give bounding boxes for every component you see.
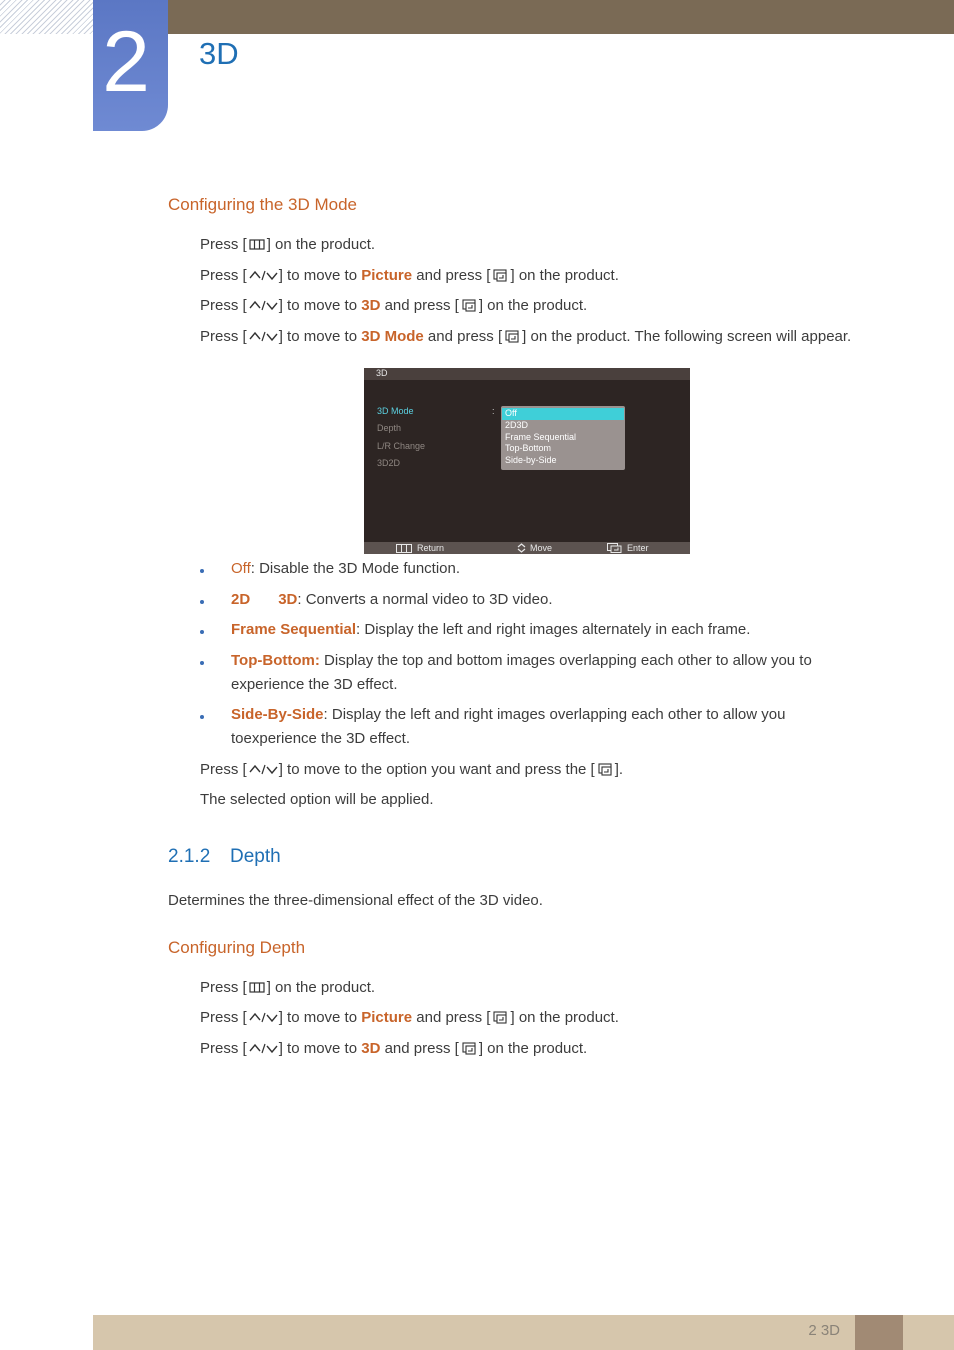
osd-option-frame-sequential[interactable]: Frame Sequential bbox=[505, 432, 577, 442]
bullet-marker bbox=[200, 715, 204, 719]
section-heading-depth: 2.1.2 Depth bbox=[168, 846, 281, 867]
bullet-top-bottom: Top-Bottom: Display the top and bottom images overlapping each other to allow you to experience the 3D effect. bbox=[231, 652, 812, 693]
osd-colon: : bbox=[492, 406, 495, 416]
osd-menu-item-depth[interactable]: Depth bbox=[377, 423, 402, 433]
osd-title-bar: 3D bbox=[364, 368, 690, 380]
step-4: Press [ ] to move to 3D Mode and press [ ] on the product. The following screen will appear. bbox=[200, 328, 852, 345]
menu-icon bbox=[248, 237, 266, 252]
bullet-side-by-side: Side-By-Side: Display the left and right images overlapping each other to allow you toexperience the 3D effect. bbox=[231, 706, 786, 747]
enter-icon bbox=[491, 1010, 509, 1025]
menu-icon bbox=[248, 980, 266, 995]
return-icon bbox=[396, 544, 412, 553]
osd-option-2d3d[interactable]: 2D3D bbox=[505, 420, 529, 430]
footer-page-box bbox=[855, 1315, 903, 1350]
osd-option-top-bottom[interactable]: Top-Bottom bbox=[505, 443, 552, 453]
up-down-icon bbox=[248, 762, 266, 777]
enter-icon bbox=[503, 329, 521, 344]
depth-step-1: Press [ ] on the product. bbox=[200, 979, 376, 996]
page-footer bbox=[93, 1315, 954, 1350]
osd-option-side-by-side[interactable]: Side-by-Side bbox=[505, 455, 557, 465]
header-hatch bbox=[0, 0, 93, 34]
enter-icon bbox=[596, 762, 614, 777]
bullet-off: Off: Disable the 3D Mode function. bbox=[231, 560, 461, 577]
bullet-marker bbox=[200, 661, 204, 665]
enter-icon bbox=[460, 1041, 478, 1056]
bullet-frame-sequential: Frame Sequential: Display the left and right images alternately in each frame. bbox=[231, 621, 751, 638]
step-2: Press [ ] to move to Picture and press [ ] on the product. bbox=[200, 267, 619, 284]
osd-option-list bbox=[501, 406, 625, 470]
bullet-marker bbox=[200, 600, 204, 604]
up-down-icon bbox=[248, 1041, 266, 1056]
step-3: Press [ ] to move to 3D and press [ ] on the product. bbox=[200, 297, 588, 314]
osd-menu-item-3d2d[interactable]: 3D2D bbox=[377, 458, 401, 468]
osd-footer-enter: Enter bbox=[627, 543, 649, 553]
depth-description: Determines the three-dimensional effect of the 3D video. bbox=[168, 892, 543, 909]
chapter-number: 2 bbox=[102, 14, 150, 110]
depth-step-2: Press [ ] to move to Picture and press [ ] on the product. bbox=[200, 1009, 619, 1026]
up-down-icon bbox=[248, 268, 266, 283]
bullet-marker bbox=[200, 569, 204, 573]
bullet-2d3d: 2D 3D: Converts a normal video to 3D video. bbox=[231, 591, 553, 608]
depth-step-3: Press [ ] to move to 3D and press [ ] on the product. bbox=[200, 1040, 588, 1057]
move-icon bbox=[517, 543, 526, 553]
osd-footer-bar bbox=[364, 542, 690, 554]
footer-page-label: 2 3D bbox=[808, 1322, 840, 1339]
chapter-title: 3D bbox=[199, 36, 239, 71]
up-down-icon bbox=[248, 298, 266, 313]
step-1: Press [ ] on the product. bbox=[200, 236, 376, 253]
bullet-marker bbox=[200, 630, 204, 634]
up-down-icon bbox=[248, 329, 266, 344]
section-heading-configuring-depth: Configuring Depth bbox=[168, 938, 306, 957]
header-bar bbox=[93, 0, 954, 34]
osd-footer-return: Return bbox=[417, 543, 445, 553]
osd-option-off[interactable]: Off bbox=[505, 408, 517, 418]
enter-icon bbox=[491, 268, 509, 283]
osd-footer-move: Move bbox=[530, 543, 553, 553]
enter-icon bbox=[460, 298, 478, 313]
up-down-icon bbox=[248, 1010, 266, 1025]
osd-menu-item-lr-change[interactable]: L/R Change bbox=[377, 441, 426, 451]
applied-note: The selected option will be applied. bbox=[200, 791, 434, 808]
section-heading-configuring-3d-mode: Configuring the 3D Mode bbox=[168, 195, 358, 214]
osd-menu-item-3d-mode[interactable]: 3D Mode bbox=[377, 406, 414, 416]
osd-screen bbox=[364, 368, 690, 554]
osd-selection-highlight bbox=[502, 408, 624, 420]
step-5: Press [ ] to move to the option you want and press the [ ]. bbox=[200, 761, 624, 778]
enter-icon bbox=[607, 543, 622, 553]
